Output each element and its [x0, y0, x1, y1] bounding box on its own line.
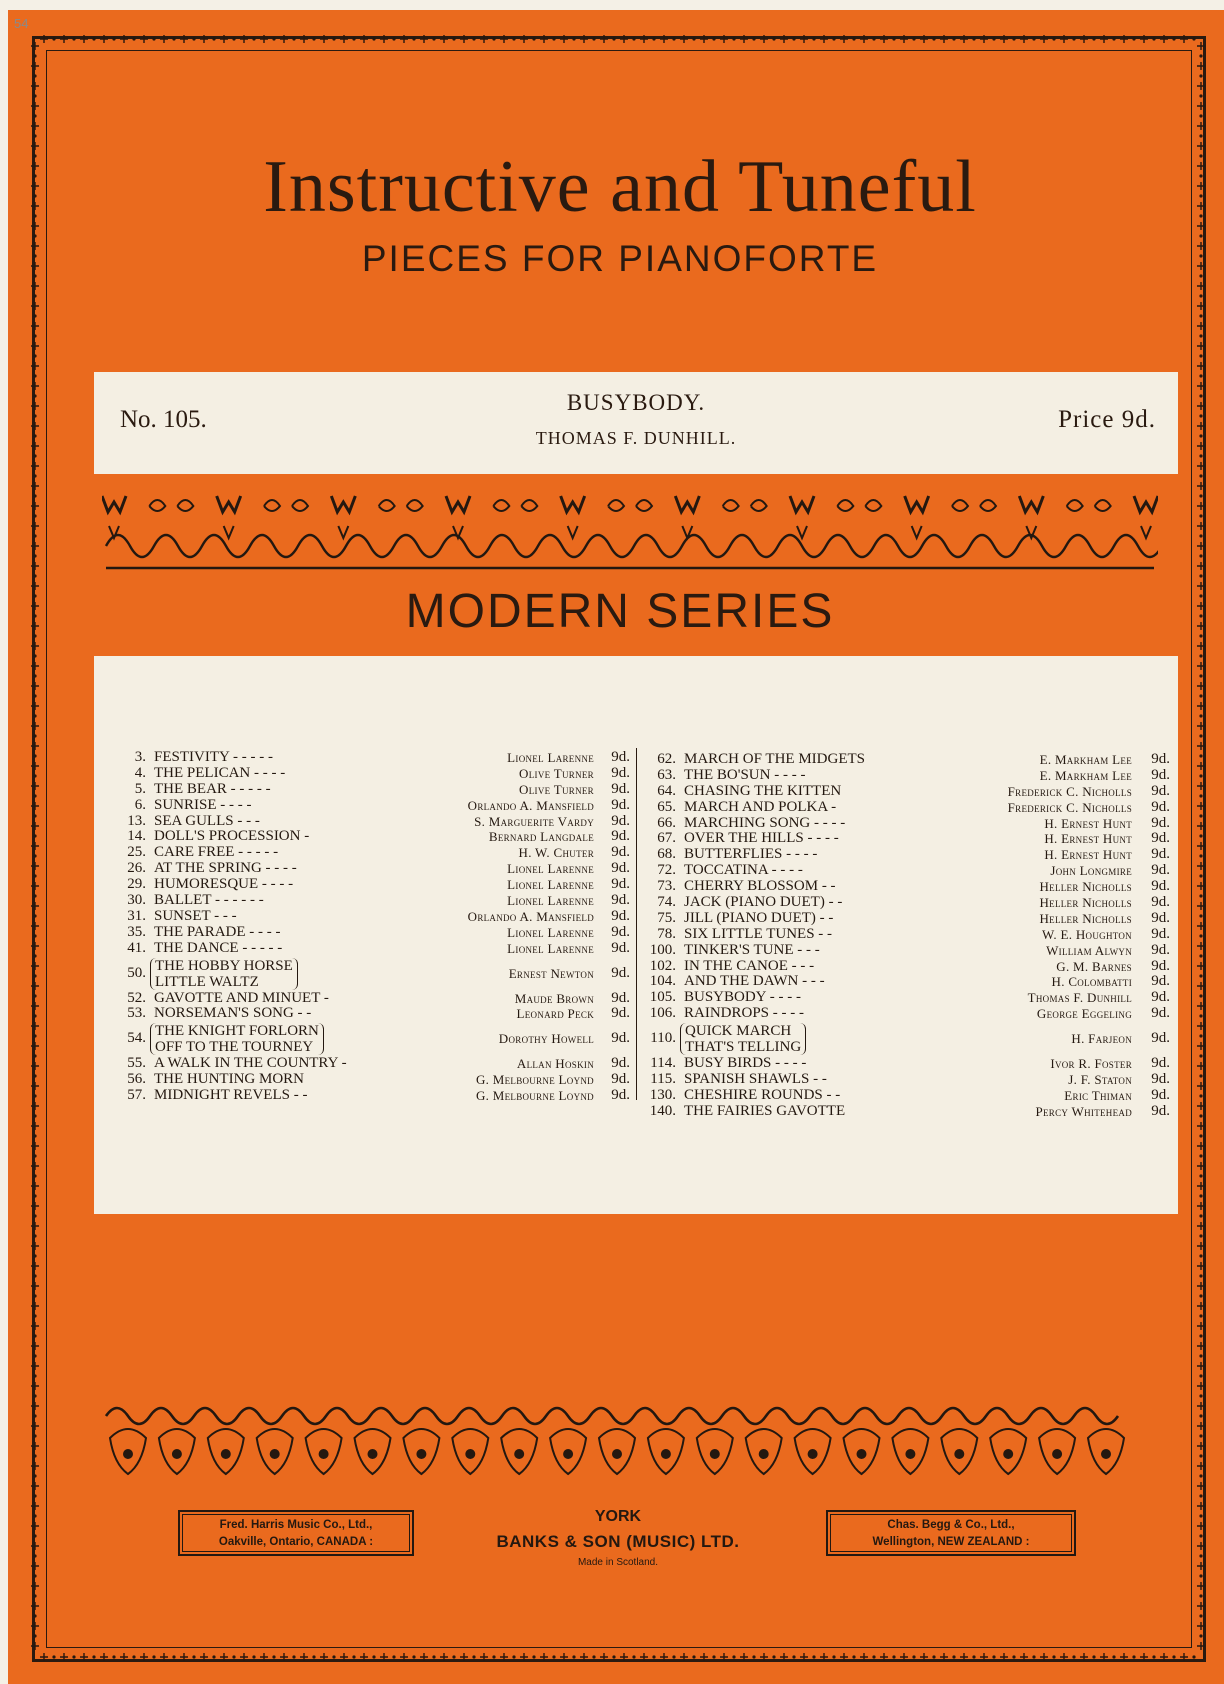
catalogue-price: 9d. — [1151, 766, 1170, 783]
catalogue-title-line: THE HOBBY HORSE — [155, 957, 293, 974]
decorative-band-bottom — [102, 1398, 1158, 1482]
catalogue-title: THE FAIRIES GAVOTTE — [684, 1102, 846, 1119]
catalogue-number: 13. — [127, 812, 146, 829]
catalogue-composer: W. E. Houghton — [1042, 926, 1132, 942]
catalogue-price: 9d. — [611, 907, 630, 924]
catalogue-row — [112, 814, 632, 830]
catalogue-number: 54. — [127, 1030, 146, 1047]
catalogue-row — [642, 863, 1172, 879]
catalogue-price: 9d. — [1151, 973, 1170, 990]
catalogue-row — [642, 943, 1172, 959]
top-ornament-strip — [38, 32, 1200, 46]
catalogue-price: 9d. — [611, 844, 630, 861]
catalogue-composer: Orlando A. Mansfield — [467, 908, 594, 924]
catalogue-composer: Frederick C. Nicholls — [1007, 799, 1132, 815]
catalogue-price: 9d. — [1151, 1102, 1170, 1119]
catalogue-row — [112, 798, 632, 814]
catalogue-price: 9d. — [611, 1005, 630, 1022]
catalogue-price: 9d. — [1151, 957, 1170, 974]
catalogue-title: JACK (PIANO DUET) - - — [684, 894, 843, 911]
catalogue-composer: Heller Nicholls — [1039, 895, 1132, 911]
catalogue-number: 67. — [657, 830, 676, 847]
catalogue-title-line: THE KNIGHT FORLORN — [155, 1023, 319, 1040]
catalogue-number: 105. — [649, 989, 676, 1006]
catalogue-composer: John Longmire — [1050, 863, 1132, 879]
catalogue-number: 29. — [127, 876, 146, 893]
catalogue-number: 65. — [657, 798, 676, 815]
catalogue-composer: Maude Brown — [514, 990, 594, 1006]
catalogue-row — [112, 1056, 632, 1072]
catalogue-title: AND THE DAWN - - - — [684, 973, 825, 990]
catalogue-title: THE BEAR - - - - - — [154, 780, 271, 797]
catalogue-row — [642, 1104, 1172, 1120]
catalogue-title: SUNSET - - - — [154, 907, 237, 924]
catalogue-price: 9d. — [611, 876, 630, 893]
catalogue-price: 9d. — [1151, 909, 1170, 926]
catalogue-composer: William Alwyn — [1046, 942, 1132, 958]
catalogue-composer: Lionel Larenne — [507, 924, 594, 940]
catalogue-composer: Olive Turner — [519, 765, 594, 781]
catalogue-number: 55. — [127, 1055, 146, 1072]
catalogue-composer: E. Markham Lee — [1039, 752, 1132, 767]
catalogue-price: 9d. — [611, 1055, 630, 1072]
catalogue-price: 9d. — [1151, 925, 1170, 942]
catalogue-title-line: OFF TO THE TOURNEY — [155, 1039, 314, 1056]
catalogue-composer: George Eggeling — [1036, 1006, 1132, 1022]
catalogue-title — [150, 1023, 324, 1055]
catalogue-price: 9d. — [1151, 782, 1170, 799]
catalogue-number: 56. — [127, 1071, 146, 1088]
catalogue-title: CARE FREE - - - - - — [154, 844, 279, 861]
catalogue-price: 9d. — [611, 796, 630, 813]
catalogue-title: A WALK IN THE COUNTRY - — [154, 1055, 347, 1072]
catalogue-price: 9d. — [611, 1087, 630, 1104]
catalogue-composer: Lionel Larenne — [507, 877, 594, 893]
catalogue-price: 9d. — [1151, 830, 1170, 847]
catalogue-number: 57. — [127, 1087, 146, 1104]
catalogue-number: 26. — [127, 860, 146, 877]
catalogue-price: 9d. — [611, 780, 630, 797]
catalogue-row — [112, 925, 632, 941]
piece-title: BUSYBODY. — [566, 390, 706, 415]
catalogue-title-line: LITTLE WALTZ — [155, 973, 259, 990]
catalogue-number: 78. — [657, 925, 676, 942]
catalogue-row — [112, 845, 632, 861]
piece-label — [94, 372, 1178, 474]
catalogue-title: CHESHIRE ROUNDS - - — [684, 1086, 841, 1103]
catalogue-title: MARCH AND POLKA - — [684, 798, 837, 815]
catalogue-composer: Lionel Larenne — [507, 750, 594, 765]
pencil-mark: 54 — [14, 16, 29, 31]
catalogue-composer: E. Markham Lee — [1039, 767, 1132, 783]
catalogue-title: CHERRY BLOSSOM - - — [684, 878, 836, 895]
catalogue-composer: Thomas F. Dunhill — [1027, 990, 1132, 1006]
catalogue-row — [112, 1022, 632, 1056]
catalogue-title-line: QUICK MARCH — [685, 1023, 792, 1040]
catalogue-price: 9d. — [1151, 1005, 1170, 1022]
catalogue-title: MARCHING SONG - - - - — [684, 814, 846, 831]
catalogue-title: NORSEMAN'S SONG - - — [154, 1005, 312, 1022]
catalogue-number: 106. — [649, 1005, 676, 1022]
catalogue-row — [112, 861, 632, 877]
catalogue-price: 9d. — [611, 964, 630, 981]
catalogue-left-column — [112, 750, 632, 1104]
catalogue-composer: Allan Hoskin — [516, 1056, 594, 1072]
subtitle: PIECES FOR PIANOFORTE — [361, 238, 879, 279]
catalogue-price: 9d. — [611, 812, 630, 829]
catalogue-row — [642, 816, 1172, 832]
catalogue-title: AT THE SPRING - - - - — [154, 860, 297, 877]
catalogue-number: 63. — [657, 766, 676, 783]
catalogue-composer: G. Melbourne Loynd — [475, 1088, 594, 1104]
catalogue-row — [112, 1006, 632, 1022]
catalogue-title: THE HUNTING MORN — [154, 1071, 304, 1088]
catalogue-title: MARCH OF THE MIDGETS — [684, 751, 865, 767]
catalogue-title: JILL (PIANO DUET) - - — [684, 909, 834, 926]
border-ornament — [28, 40, 42, 1654]
series-title: MODERN SERIES — [405, 585, 835, 638]
catalogue-composer: Lionel Larenne — [507, 940, 594, 956]
catalogue-number: 68. — [657, 846, 676, 863]
catalogue-title: BUSYBODY - - - - — [684, 989, 801, 1006]
agent-canada-line: Fred. Harris Music Co., Ltd., — [219, 1519, 373, 1531]
catalogue-price: 9d. — [611, 939, 630, 956]
catalogue-number: 66. — [657, 814, 676, 831]
catalogue-number: 41. — [127, 939, 146, 956]
catalogue-number: 35. — [127, 923, 146, 940]
catalogue-number: 104. — [649, 973, 676, 990]
catalogue-row — [112, 877, 632, 893]
catalogue-price: 9d. — [611, 989, 630, 1006]
catalogue-composer: Heller Nicholls — [1039, 879, 1132, 895]
catalogue-composer: Leonard Peck — [516, 1006, 594, 1022]
catalogue-row — [112, 750, 632, 766]
catalogue-number: 53. — [127, 1005, 146, 1022]
catalogue-composer: H. W. Chuter — [518, 845, 594, 861]
catalogue-title: GAVOTTE AND MINUET - — [154, 989, 329, 1006]
catalogue-row — [642, 911, 1172, 927]
catalogue-price: 9d. — [1151, 878, 1170, 895]
catalogue-title: THE BO'SUN - - - - — [684, 766, 806, 783]
catalogue-row — [642, 990, 1172, 1006]
catalogue-composer: Ivor R. Foster — [1050, 1056, 1132, 1072]
catalogue-row — [642, 784, 1172, 800]
catalogue-price: 9d. — [1151, 1071, 1170, 1088]
catalogue-title: OVER THE HILLS - - - - — [684, 830, 839, 847]
border-ornament — [38, 1650, 1200, 1664]
catalogue-row — [112, 829, 632, 845]
catalogue-row — [112, 1072, 632, 1088]
catalogue-title: SPANISH SHAWLS - - — [684, 1071, 827, 1088]
catalogue-number: 75. — [657, 909, 676, 926]
publisher-city: YORK — [594, 1508, 642, 1525]
catalogue-composer: Orlando A. Mansfield — [467, 797, 594, 813]
catalogue-composer: H. Ernest Hunt — [1044, 815, 1132, 831]
catalogue-price: 9d. — [1151, 846, 1170, 863]
catalogue-price: 9d. — [1151, 1055, 1170, 1072]
catalogue-row — [642, 752, 1172, 768]
catalogue-number: 3. — [134, 749, 146, 765]
catalogue-title: DOLL'S PROCESSION - — [154, 828, 310, 845]
catalogue-price: 9d. — [611, 860, 630, 877]
catalogue-price: 9d. — [1151, 941, 1170, 958]
right-ornament-strip — [1194, 40, 1208, 1654]
catalogue-number: 100. — [649, 941, 676, 958]
catalogue-title: IN THE CANOE - - - — [684, 957, 815, 974]
catalogue-row — [642, 1088, 1172, 1104]
catalogue-title: SIX LITTLE TUNES - - — [684, 925, 833, 942]
catalogue-composer: H. Farjeon — [1071, 1031, 1132, 1047]
catalogue-composer: H. Ernest Hunt — [1044, 847, 1132, 863]
catalogue-panel — [94, 656, 1178, 1214]
bottom-ornament-strip — [38, 1650, 1200, 1664]
catalogue-row — [112, 957, 632, 991]
catalogue-title — [680, 1023, 806, 1055]
catalogue-number: 72. — [657, 862, 676, 879]
catalogue-row — [112, 909, 632, 925]
column-divider — [636, 748, 637, 1100]
catalogue-row — [642, 800, 1172, 816]
catalogue-row — [112, 766, 632, 782]
piece-price: Price 9d. — [1058, 406, 1156, 433]
catalogue-number: 115. — [650, 1071, 676, 1088]
catalogue-row — [642, 959, 1172, 975]
catalogue-row — [642, 879, 1172, 895]
catalogue-row — [642, 974, 1172, 990]
catalogue-title: SEA GULLS - - - — [154, 812, 260, 829]
agent-canada — [178, 1510, 414, 1556]
catalogue-title: TINKER'S TUNE - - - — [684, 941, 820, 958]
catalogue-composer: Frederick C. Nicholls — [1007, 783, 1132, 799]
agent-nz-line: Chas. Begg & Co., Ltd., — [887, 1519, 1015, 1531]
catalogue-title-line: THAT'S TELLING — [685, 1039, 802, 1056]
catalogue-price: 9d. — [1151, 1030, 1170, 1047]
catalogue-composer: Olive Turner — [519, 781, 594, 797]
catalogue-right-column — [642, 752, 1172, 1120]
catalogue-number: 14. — [127, 828, 146, 845]
catalogue-composer: Heller Nicholls — [1039, 910, 1132, 926]
cover-page — [8, 10, 1224, 1684]
catalogue-price: 9d. — [611, 892, 630, 909]
catalogue-row — [112, 991, 632, 1007]
catalogue-title: THE PELICAN - - - - — [154, 764, 286, 781]
catalogue-composer: Lionel Larenne — [507, 893, 594, 909]
catalogue-composer: H. Colombatti — [1051, 974, 1132, 990]
catalogue-title: TOCCATINA - - - - — [684, 862, 803, 879]
catalogue-title: BALLET - - - - - - — [154, 892, 264, 909]
catalogue-row — [112, 782, 632, 798]
catalogue-number: 62. — [657, 751, 676, 767]
catalogue-title: BUSY BIRDS - - - - — [684, 1055, 807, 1072]
catalogue-row — [642, 1022, 1172, 1056]
publisher-note: Made in Scotland. — [577, 1557, 659, 1568]
catalogue-number: 6. — [134, 796, 146, 813]
publisher-name: BANKS & SON (MUSIC) LTD. — [496, 1532, 740, 1551]
catalogue-number: 31. — [127, 907, 146, 924]
catalogue-title: FESTIVITY - - - - - — [154, 749, 273, 765]
catalogue-price: 9d. — [611, 1071, 630, 1088]
catalogue-row — [642, 847, 1172, 863]
catalogue-number: 25. — [127, 844, 146, 861]
catalogue-price: 9d. — [611, 923, 630, 940]
catalogue-title: MIDNIGHT REVELS - - — [154, 1087, 308, 1104]
catalogue-number: 130. — [649, 1086, 676, 1103]
catalogue-price: 9d. — [1151, 1086, 1170, 1103]
catalogue-number: 110. — [650, 1030, 676, 1047]
left-ornament-strip — [28, 40, 42, 1654]
catalogue-composer: S. Marguerite Vardy — [474, 813, 594, 829]
border-ornament — [1194, 40, 1208, 1654]
catalogue-number: 5. — [134, 780, 146, 797]
catalogue-number: 4. — [134, 764, 146, 781]
catalogue-composer: G. Melbourne Loynd — [475, 1072, 594, 1088]
catalogue-price: 9d. — [611, 828, 630, 845]
catalogue-price: 9d. — [1151, 862, 1170, 879]
catalogue-number: 74. — [657, 894, 676, 911]
catalogue-composer: Percy Whitehead — [1035, 1103, 1132, 1119]
catalogue-title: HUMORESQUE - - - - — [154, 876, 294, 893]
catalogue-row — [112, 941, 632, 957]
catalogue-row — [642, 1072, 1172, 1088]
catalogue-composer: Ernest Newton — [508, 965, 594, 981]
catalogue-number: 114. — [650, 1055, 676, 1072]
catalogue-price: 9d. — [611, 1030, 630, 1047]
agent-nz-line: Wellington, NEW ZEALAND : — [872, 1536, 1030, 1548]
catalogue-row — [642, 768, 1172, 784]
catalogue-number: 50. — [127, 964, 146, 981]
catalogue-title: CHASING THE KITTEN — [684, 782, 842, 799]
catalogue-title: THE PARADE - - - - — [154, 923, 281, 940]
catalogue-title: RAINDROPS - - - - — [684, 1005, 804, 1022]
catalogue-title — [150, 958, 298, 990]
catalogue-number: 140. — [649, 1102, 676, 1119]
catalogue-row — [642, 1056, 1172, 1072]
catalogue-composer: Eric Thiman — [1064, 1087, 1132, 1103]
catalogue-price: 9d. — [1151, 894, 1170, 911]
piece-number: No. 105. — [120, 406, 207, 433]
piece-composer: THOMAS F. DUNHILL. — [535, 428, 737, 448]
agent-new-zealand — [826, 1510, 1076, 1556]
catalogue-number: 102. — [649, 957, 676, 974]
catalogue-price: 9d. — [611, 764, 630, 781]
catalogue-number: 52. — [127, 989, 146, 1006]
catalogue-price: 9d. — [1151, 989, 1170, 1006]
catalogue-price: 9d. — [1151, 814, 1170, 831]
catalogue-number: 64. — [657, 782, 676, 799]
catalogue-row — [642, 1006, 1172, 1022]
catalogue-row — [112, 1088, 632, 1104]
catalogue-number: 73. — [657, 878, 676, 895]
catalogue-price: 9d. — [1151, 751, 1170, 767]
catalogue-title: BUTTERFLIES - - - - — [684, 846, 818, 863]
catalogue-composer: H. Ernest Hunt — [1044, 831, 1132, 847]
catalogue-row — [642, 927, 1172, 943]
catalogue-row — [642, 895, 1172, 911]
catalogue-composer: Dorothy Howell — [498, 1031, 594, 1047]
catalogue-number: 30. — [127, 892, 146, 909]
catalogue-price: 9d. — [611, 749, 630, 765]
catalogue-composer: Lionel Larenne — [507, 861, 594, 877]
catalogue-title: THE DANCE - - - - - — [154, 939, 283, 956]
main-title: Instructive and Tuneful — [263, 146, 977, 228]
catalogue-composer: G. M. Barnes — [1056, 958, 1132, 974]
catalogue-composer: J. F. Staton — [1068, 1072, 1132, 1088]
border-ornament — [38, 32, 1200, 46]
catalogue-price: 9d. — [1151, 798, 1170, 815]
catalogue-row — [112, 893, 632, 909]
catalogue-composer: Bernard Langdale — [488, 829, 594, 845]
agent-canada-line: Oakville, Ontario, CANADA : — [218, 1536, 374, 1548]
decorative-band-top — [102, 494, 1158, 574]
catalogue-title: SUNRISE - - - - — [154, 796, 252, 813]
catalogue-row — [642, 831, 1172, 847]
